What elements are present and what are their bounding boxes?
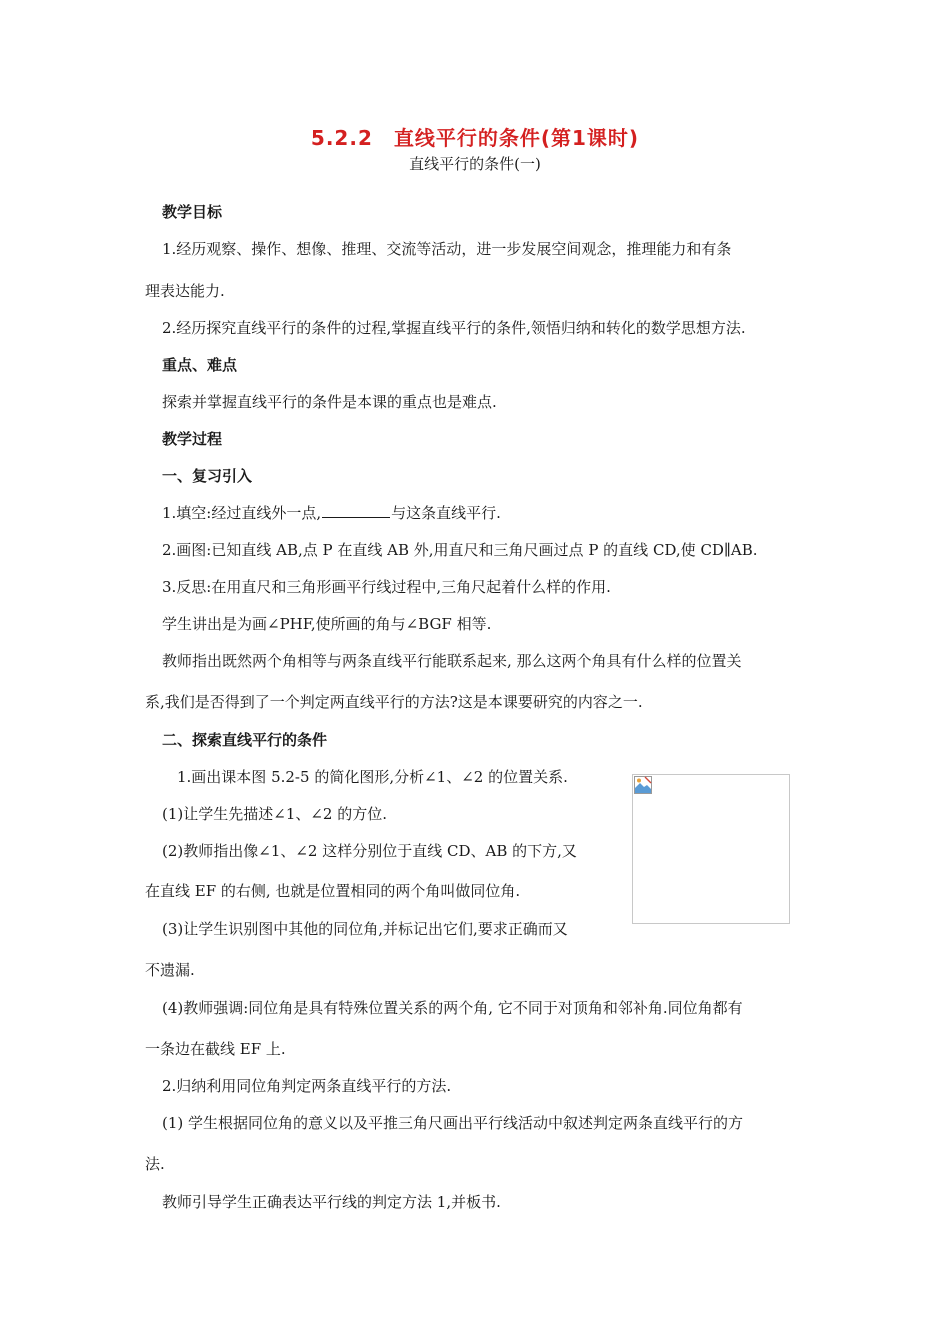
explore-item-1-4-line2: 一条边在截线 EF 上.	[145, 1040, 286, 1058]
teacher-points-line1: 教师指出既然两个角相等与两条直线平行能联系起来, 那么这两个角具有什么样的位置关	[162, 652, 742, 670]
review-item-2: 2.画图:已知直线 AB,点 P 在直线 AB 外,用直尺和三角尺画过点 P 的直线 CD,使 CD∥AB.	[162, 541, 758, 559]
review-item-3: 3.反思:在用直尺和三角形画平行线过程中,三角尺起着什么样的作用.	[162, 578, 611, 596]
explore-board: 教师引导学生正确表达平行线的判定方法 1,并板书.	[162, 1193, 501, 1211]
explore-item-1-3-line1: (3)让学生识别图中其他的同位角,并标记出它们,要求正确而又	[162, 920, 568, 938]
review-item-1	[162, 503, 501, 523]
key-heading: 重点、难点	[162, 356, 238, 374]
goal1-line1: 1.经历观察、操作、想像、推理、交流等活动，进一步发展空间观念，推理能力和有条	[162, 240, 732, 258]
student-says: 学生讲出是为画∠PHF,使所画的角与∠BGF 相等.	[162, 615, 492, 633]
process-heading: 教学过程	[162, 430, 223, 448]
explore-item-1-3-line2: 不遗漏.	[145, 961, 195, 979]
page-subtitle: 直线平行的条件(一)	[409, 155, 541, 173]
review1-before: 1.填空:经过直线外一点,	[162, 504, 322, 522]
goal1-line2: 理表达能力.	[145, 282, 225, 300]
explore-item-1: 1.画出课本图 5.2-5 的简化图形,分析∠1、∠2 的位置关系.	[177, 768, 568, 786]
explore-item-2: 2.归纳利用同位角判定两条直线平行的方法.	[162, 1077, 452, 1095]
figure-image-placeholder	[632, 774, 790, 924]
page-title: 5.2.2 直线平行的条件(第1课时)	[310, 126, 640, 150]
explore-heading: 二、探索直线平行的条件	[162, 731, 328, 749]
explore-item-1-4-line1: (4)教师强调:同位角是具有特殊位置关系的两个角, 它不同于对顶角和邻补角.同位角都有	[162, 999, 743, 1017]
goals-heading: 教学目标	[162, 203, 223, 221]
review1-after: 与这条直线平行.	[391, 504, 501, 522]
key-text: 探索并掌握直线平行的条件是本课的重点也是难点.	[162, 393, 497, 411]
explore-item-2-1-line2: 法.	[145, 1155, 165, 1173]
fill-blank	[322, 503, 390, 518]
broken-image-icon	[634, 776, 652, 794]
teacher-points-line2: 系,我们是否得到了一个判定两直线平行的方法?这是本课要研究的内容之一.	[145, 693, 643, 711]
explore-item-2-1-line1: (1) 学生根据同位角的意义以及平推三角尺画出平行线活动中叙述判定两条直线平行的方	[162, 1114, 744, 1132]
goal2: 2.经历探究直线平行的条件的过程,掌握直线平行的条件,领悟归纳和转化的数学思想方法.	[162, 319, 746, 337]
explore-item-1-1: (1)让学生先描述∠1、∠2 的方位.	[162, 805, 388, 823]
explore-item-1-2-line2: 在直线 EF 的右侧, 也就是位置相同的两个角叫做同位角.	[145, 882, 521, 900]
review-heading: 一、复习引入	[162, 467, 253, 485]
explore-item-1-2-line1: (2)教师指出像∠1、∠2 这样分别位于直线 CD、AB 的下方,又	[162, 842, 577, 860]
